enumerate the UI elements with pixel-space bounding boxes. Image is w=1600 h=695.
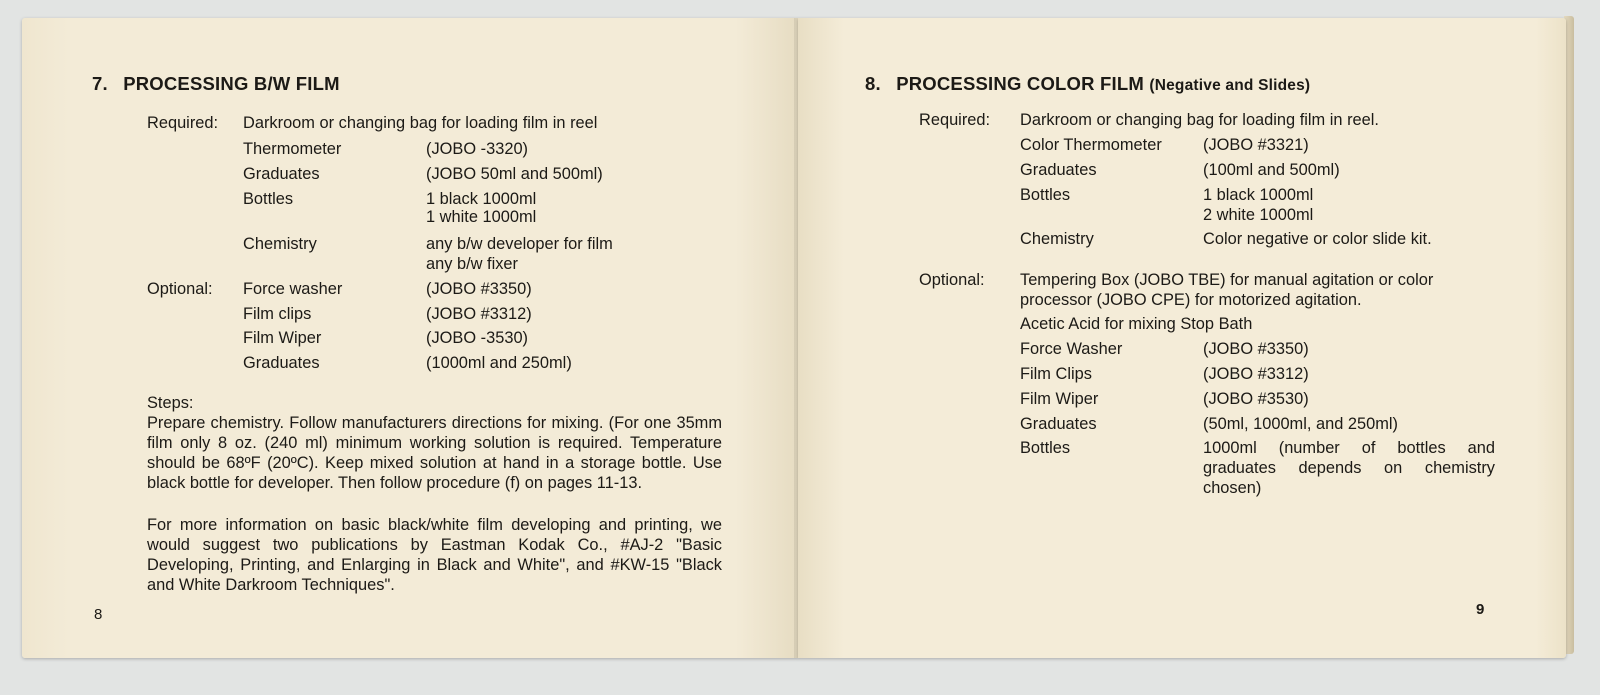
- required-item-name: Graduates: [243, 165, 320, 183]
- section-8-heading: [865, 73, 1310, 95]
- required-item-detail: 1 black 1000ml: [426, 190, 537, 208]
- page-number: 8: [94, 606, 103, 623]
- required-item-name: Color Thermometer: [1020, 136, 1162, 154]
- required-item-detail: (JOBO 50ml and 500ml): [426, 165, 603, 183]
- required-intro: Darkroom or changing bag for loading film in reel: [243, 114, 598, 132]
- optional-label: Optional:: [919, 271, 985, 289]
- optional-item-name: Film Wiper: [1020, 390, 1099, 408]
- required-item-name: Bottles: [1020, 186, 1071, 204]
- section-number: 8.: [865, 73, 881, 94]
- optional-item-detail: (JOBO #3530): [1203, 390, 1309, 408]
- optional-item-name: Graduates: [243, 354, 320, 372]
- optional-item-detail: (JOBO #3350): [426, 280, 532, 298]
- required-item-detail: (100ml and 500ml): [1203, 161, 1340, 179]
- optional-item-name: Force Washer: [1020, 340, 1123, 358]
- required-item-detail-2: any b/w fixer: [426, 255, 519, 273]
- required-intro: Darkroom or changing bag for loading film in reel.: [1020, 111, 1379, 129]
- required-item-name: Chemistry: [1020, 230, 1094, 248]
- optional-intro-line: Acetic Acid for mixing Stop Bath: [1020, 315, 1253, 333]
- optional-item-name: Film clips: [243, 305, 312, 323]
- optional-item-detail: (JOBO -3530): [426, 329, 529, 347]
- required-item-name: Bottles: [243, 190, 294, 208]
- optional-item-name: Graduates: [1020, 415, 1097, 433]
- optional-item-detail: (50ml, 1000ml, and 250ml): [1203, 415, 1398, 433]
- optional-item-name: Film Wiper: [243, 329, 322, 347]
- optional-item-name: Bottles: [1020, 439, 1071, 457]
- page-number: 9: [1476, 601, 1485, 618]
- section-7-heading: [92, 73, 340, 95]
- required-item-name: Chemistry: [243, 235, 317, 253]
- optional-item-detail: 1000ml (number of bottles and graduates depends on chemistry chosen): [1203, 439, 1495, 497]
- required-item-detail-2: 1 white 1000ml: [426, 208, 537, 226]
- required-item-name: Graduates: [1020, 161, 1097, 179]
- section-title: PROCESSING B/W FILM: [123, 73, 340, 94]
- steps-paragraph: Prepare chemistry. Follow manufacturers directions for mixing. (For one 35mm film only 8 oz. (240 ml) minimum working solution is required. Temperature should be 68ºF (20ºC). Keep mixed solution at hand in a storage bottle. Use black bottle for developer. Then follow procedure (f) on pages 11-13.: [147, 414, 722, 492]
- required-item-detail: any b/w developer for film: [426, 235, 613, 253]
- required-item-detail: Color negative or color slide kit.: [1203, 230, 1432, 248]
- optional-intro-line: Tempering Box (JOBO TBE) for manual agitation or color: [1020, 271, 1434, 289]
- optional-item-name: Film Clips: [1020, 365, 1092, 383]
- section-number: 7.: [92, 73, 108, 94]
- required-item-detail-2: 2 white 1000ml: [1203, 206, 1314, 224]
- required-item-detail: (JOBO -3320): [426, 140, 529, 158]
- steps-label: Steps:: [147, 394, 194, 412]
- required-item-name: Thermometer: [243, 140, 342, 158]
- optional-label: Optional:: [147, 280, 213, 298]
- optional-item-detail: (JOBO #3312): [426, 305, 532, 323]
- required-label: Required:: [147, 114, 219, 132]
- optional-item-detail: (JOBO #3350): [1203, 340, 1309, 358]
- optional-item-detail: (JOBO #3312): [1203, 365, 1309, 383]
- section-subtitle: (Negative and Slides): [1149, 77, 1311, 94]
- optional-item-detail: (1000ml and 250ml): [426, 354, 572, 372]
- further-reading-paragraph: For more information on basic black/white film developing and printing, we would suggest two publications by Eastman Kodak Co., #AJ-2 "Basic Developing, Printing, and Enlarging in Black and White", and #KW-15 "Black and White Darkroom Techniques".: [147, 516, 722, 594]
- left-page: [22, 18, 798, 658]
- right-page: [798, 18, 1566, 658]
- optional-intro-line: processor (JOBO CPE) for motorized agitation.: [1020, 291, 1362, 309]
- optional-item-name: Force washer: [243, 280, 343, 298]
- section-title: PROCESSING COLOR FILM: [896, 73, 1144, 94]
- required-label: Required:: [919, 111, 991, 129]
- required-item-detail: (JOBO #3321): [1203, 136, 1309, 154]
- required-item-detail: 1 black 1000ml: [1203, 186, 1314, 204]
